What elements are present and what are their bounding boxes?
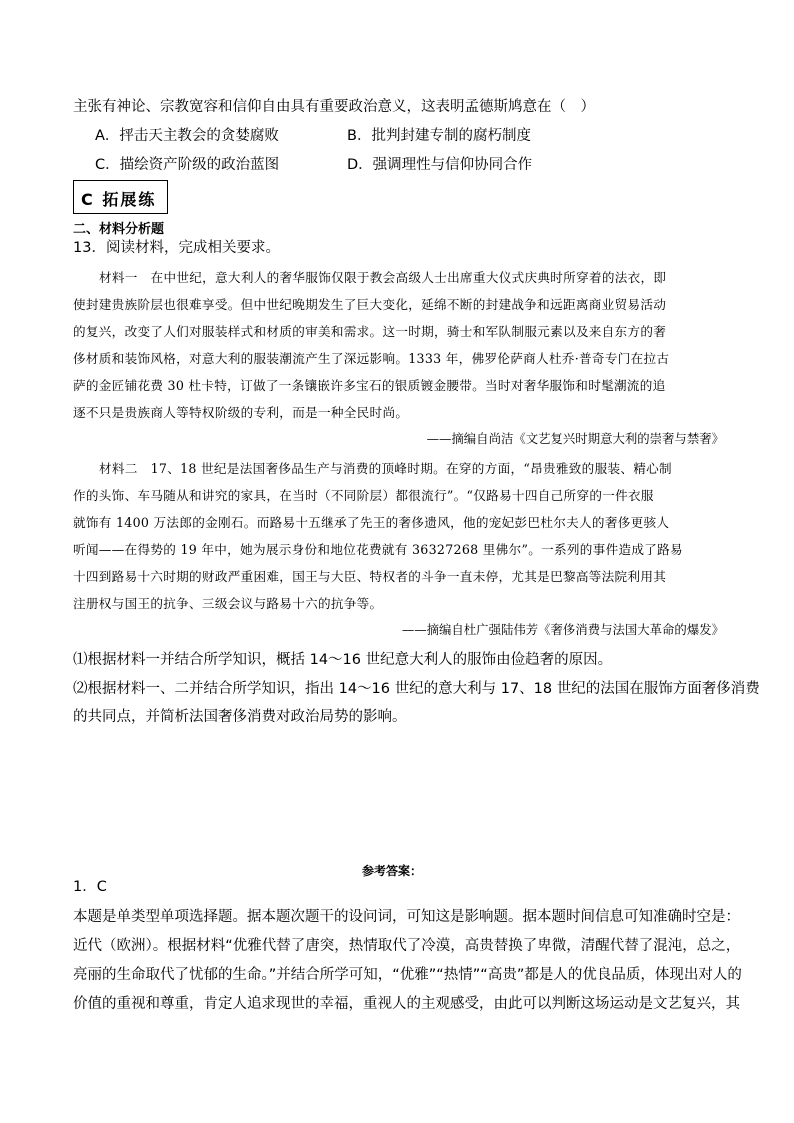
material2-line: 材料二 17、18 世纪是法国奢侈品生产与消费的顶峰时期。在穿的方面，“昂贵雅致的服装、精心制	[99, 461, 672, 476]
material1-source: ——摘编自尚洁《文艺复兴时期意大利的崇奢与禁奢》	[426, 431, 724, 446]
material1-line: 的复兴，改变了人们对服装样式和材质的审美和需求。这一时期，骑士和军队制服元素以及来自东方的奢	[73, 324, 667, 339]
material1-line: 侈材质和装饰风格，对意大利的服装潮流产生了深远影响。1333 年，佛罗伦萨商人杜乔·普奇专门在拉古	[73, 351, 670, 366]
answer-explanation-line: 近代（欧洲）。根据材料“优雅代替了唐突，热情取代了冷漠，高贵替换了卑微，清醒代替了混沌，总之，	[73, 938, 741, 954]
material2-line: 作的头饰、车马随从和讲究的家具，在当时（不同阶层）都很流行”。“仅路易十四自己所穿的一件衣服	[73, 488, 654, 503]
answer-1: 1．C	[73, 879, 107, 895]
question-stem: 主张有神论、宗教宽容和信仰自由具有重要政治意义，这表明孟德斯鸠意在（ ）	[73, 99, 595, 115]
question-13-title: 13．阅读材料，完成相关要求。	[73, 240, 280, 256]
expand-practice-box	[73, 180, 168, 214]
expand-practice-label: C 拓展练	[81, 190, 157, 209]
answer-explanation-line: 价值的重视和尊重，肯定人追求现世的幸福，重视人的主观感受，由此可以判断这场运动是文艺复兴，其	[73, 996, 740, 1012]
subquestion-2-cont: 的共同点，并简析法国奢侈消费对政治局势的影响。	[73, 709, 407, 725]
material2-line: 注册权与国王的抗争、三级会议与路易十六的抗争等。	[73, 596, 383, 611]
answer-explanation-line: 亮丽的生命取代了忧郁的生命。”并结合所学可知，“优雅”“热情”“高贵”都是人的优良品质，体现出对人的	[73, 967, 742, 983]
material2-line: 听闻——在得势的 19 年中，她为展示身份和地位花费就有 36327268 里佛尔”。一系列的事件造成了路易	[73, 542, 683, 557]
option-c[interactable]: C．描绘资产阶级的政治蓝图	[95, 157, 280, 173]
section-heading: 二、材料分析题	[73, 222, 165, 237]
answers-heading: 参考答案：	[362, 864, 423, 878]
material2-source: ——摘编自杜广强陆伟芳《奢侈消费与法国大革命的爆发》	[401, 622, 724, 637]
subquestion-2: ⑵根据材料一、二并结合所学知识，指出 14～16 世纪的意大利与 17、18 世纪的法国在服饰方面奢侈消费	[73, 681, 760, 697]
material1-line: 使封建贵族阶层也很难享受。但中世纪晚期发生了巨大变化，延绵不断的封建战争和远距离商业贸易活动	[73, 297, 667, 312]
material2-line: 就饰有 1400 万法郎的金刚石。而路易十五继承了先王的奢侈遗风，他的宠妃彭巴杜尔夫人的奢侈更骇人	[73, 515, 670, 530]
answer-explanation-line: 本题是单类型单项选择题。据本题次题干的设问词，可知这是影响题。据本题时间信息可知准确时空是：	[73, 909, 740, 925]
option-a[interactable]: A．抨击天主教会的贪婪腐败	[95, 128, 279, 144]
material2-line: 十四到路易十六时期的财政严重困难，国王与大臣、特权者的斗争一直未停，尤其是巴黎高等法院利用其	[73, 569, 667, 584]
option-d[interactable]: D．强调理性与信仰协同合作	[347, 157, 533, 173]
material1-line: 材料一 在中世纪，意大利人的奢华服饰仅限于教会高级人士出席重大仪式庆典时所穿着的法衣，即	[99, 270, 667, 285]
option-b[interactable]: B．批判封建专制的腐朽制度	[347, 128, 531, 144]
material1-line: 萨的金匠铺花费 30 杜卡特，订做了一条镶嵌许多宝石的银质镀金腰带。当时对奢华服饰和时髦潮流的追	[73, 378, 666, 393]
subquestion-1: ⑴根据材料一并结合所学知识，概括 14～16 世纪意大利人的服饰由俭趋奢的原因。	[73, 652, 613, 668]
material1-line: 逐不只是贵族商人等特权阶级的专利，而是一种全民时尚。	[73, 405, 409, 420]
